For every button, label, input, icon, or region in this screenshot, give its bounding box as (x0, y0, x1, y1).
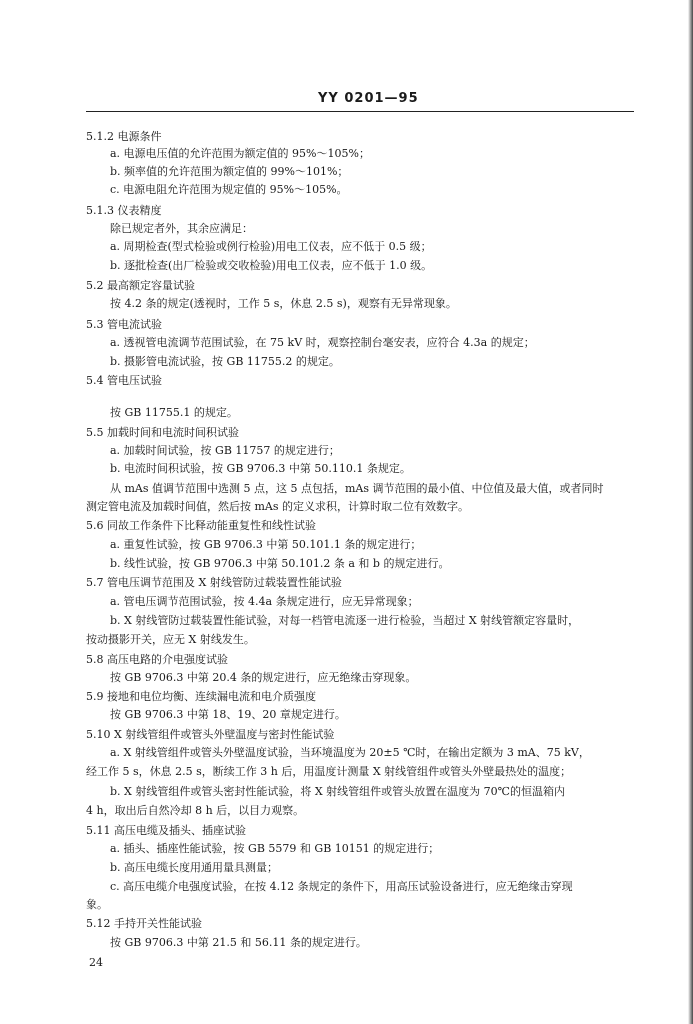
list-item: a. 插头、插座性能试验，按 GB 5579 和 GB 10151 的规定进行； (110, 842, 440, 855)
list-item: b. 高压电缆长度用通用量具测量； (110, 861, 279, 874)
heading-5-1-3: 5.1.3 仪表精度 (86, 204, 162, 217)
heading-5-7: 5.7 管电压调节范围及 X 射线管防过载装置性能试验 (86, 576, 342, 589)
list-item: b. X 射线管组件或管头密封性能试验，将 X 射线管组件或管头放置在温度为 70℃的恒温箱内 (110, 785, 565, 798)
list-item: a. 加载时间试验，按 GB 11757 的规定进行； (110, 444, 340, 457)
paragraph: 除已规定者外，其余应满足： (110, 222, 253, 235)
paragraph: 按 GB 9706.3 中第 21.5 和 56.11 条的规定进行。 (110, 936, 367, 949)
paragraph: 按 4.2 条的规定(透视时，工作 5 s，休息 2.5 s)，观察有无异常现象。 (110, 297, 457, 310)
standard-code-header: YY 0201—95 (318, 91, 419, 106)
list-item: b. 逐批检查(出厂检验或交收检验)用电工仪表，应不低于 1.0 级。 (110, 259, 433, 272)
paragraph-continued: 测定管电流及加载时间值，然后按 mAs 的定义求积，计算时取二位有效数字。 (86, 500, 470, 513)
paragraph: 按 GB 11755.1 的规定。 (110, 406, 238, 419)
list-item: b. 频率值的允许范围为额定值的 99%～101%； (110, 165, 349, 178)
scan-edge-shadow (688, 0, 693, 1024)
paragraph-continued: 象。 (86, 898, 108, 911)
paragraph-continued: 按动摄影开关，应无 X 射线发生。 (86, 633, 255, 646)
list-item: b. 电流时间积试验，按 GB 9706.3 中第 50.110.1 条规定。 (110, 462, 411, 475)
heading-5-4: 5.4 管电压试验 (86, 374, 162, 387)
list-item: a. 透视管电流调节范围试验，在 75 kV 时，观察控制台毫安表，应符合 4.3a 的规定； (110, 336, 535, 349)
heading-5-2: 5.2 最高额定容量试验 (86, 279, 195, 292)
heading-5-10: 5.10 X 射线管组件或管头外壁温度与密封性能试验 (86, 728, 335, 741)
heading-5-9: 5.9 接地和电位均衡、连续漏电流和电介质强度 (86, 690, 316, 703)
heading-5-1-2: 5.1.2 电源条件 (86, 130, 162, 143)
list-item: a. 重复性试验，按 GB 9706.3 中第 50.101.1 条的规定进行； (110, 538, 422, 551)
list-item: b. X 射线管防过载装置性能试验，对每一档管电流逐一进行检验，当超过 X 射线管额定容量时， (110, 614, 580, 627)
heading-5-6: 5.6 同故工作条件下比释动能重复性和线性试验 (86, 519, 316, 532)
list-item: b. 摄影管电流试验，按 GB 11755.2 的规定。 (110, 355, 340, 368)
list-item: b. 线性试验，按 GB 9706.3 中第 50.101.2 条 a 和 b 的规定进行。 (110, 557, 450, 570)
paragraph-continued: 经工作 5 s，休息 2.5 s，断续工作 3 h 后，用温度计测量 X 射线管组件或管头外壁最热处的温度； (86, 765, 572, 778)
paragraph: 按 GB 9706.3 中第 18、19、20 章规定进行。 (110, 708, 346, 721)
list-item: a. X 射线管组件或管头外壁温度试验，当环境温度为 20±5 ℃时，在输出定额为 3 mA、75 kV， (110, 746, 590, 759)
list-item: a. 管电压调节范围试验，按 4.4a 条规定进行，应无异常现象； (110, 595, 419, 608)
page-number: 24 (89, 956, 103, 969)
heading-5-5: 5.5 加载时间和电流时间积试验 (86, 426, 239, 439)
heading-5-3: 5.3 管电流试验 (86, 318, 162, 331)
paragraph-continued: 4 h，取出后自然冷却 8 h 后，以目力观察。 (86, 804, 305, 817)
heading-5-12: 5.12 手持开关性能试验 (86, 917, 202, 930)
list-item: a. 电源电压值的允许范围为额定值的 95%～105%； (110, 147, 370, 160)
header-rule (86, 111, 634, 112)
paragraph: 按 GB 9706.3 中第 20.4 条的规定进行，应无绝缘击穿现象。 (110, 671, 417, 684)
list-item: c. 电源电阻允许范围为规定值的 95%～105%。 (110, 183, 348, 196)
list-item: a. 周期检查(型式检验或例行检验)用电工仪表，应不低于 0.5 级； (110, 240, 432, 253)
paragraph: 从 mAs 值调节范围中选测 5 点，这 5 点包括，mAs 调节范围的最小值、中位值及最大值，或者同时 (110, 482, 604, 495)
list-item: c. 高压电缆介电强度试验，在按 4.12 条规定的条件下，用高压试验设备进行，应无绝缘击穿现 (110, 880, 573, 893)
heading-5-8: 5.8 高压电路的介电强度试验 (86, 653, 228, 666)
heading-5-11: 5.11 高压电缆及插头、插座试验 (86, 824, 246, 837)
